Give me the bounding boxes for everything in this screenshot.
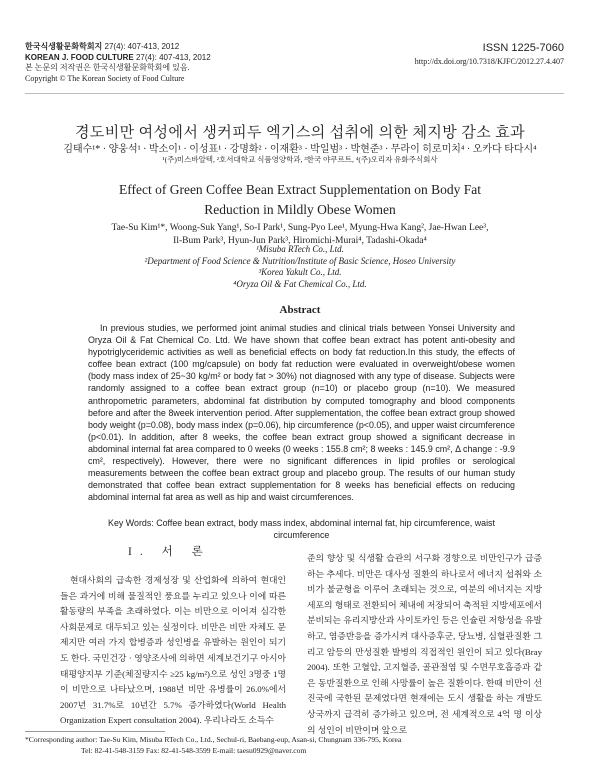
copyright: Copyright © The Korean Society of Food Culture <box>25 73 185 83</box>
title-korean: 경도비만 여성에서 생커피두 엑기스의 섭취에 의한 체지방 감소 효과 <box>74 125 526 141</box>
affiliations-korean: ¹(주)미스바알텍, ²호서대학교 식품영양학과, ³한국 야쿠르트, ⁴(주)오리자 유화주식회사 <box>162 155 438 164</box>
title-english-line2: Reduction in Mildly Obese Women <box>204 202 396 217</box>
doi-link[interactable]: http://dx.doi.org/10.7318/KJFC/2012.27.4.407 <box>414 57 564 66</box>
abstract-heading: Abstract <box>279 304 321 316</box>
section-heading-introduction: I. 서 론 <box>128 546 211 558</box>
copyright-note: 본 논문의 저작권은 한국식생활문화학회에 있음. <box>25 63 190 72</box>
intro-left-column: 현대사회의 급속한 경제성장 및 산업화에 의하여 현대인들은 과거에 비해 물질적인 풍요를 누리고 있으나 이에 따른 활동량의 부족을 초래하였다. 이는 비만으로 이어져 심각한 사회문제로 대두되고 있는 실정이다. 비만은 비만 자체도 문제지만 여러 가지 합병증과 성인병을 유발하는 원인이 되기도 한다. 국민건강 · 영양조사에 의하면 세계보건기구 아시아태평양지부 기준(체질량지수 ≥25 kg/m²)으로 성인 3명중 1명이 비만으로 나타났으며, 1988년 비만 유병률이 26.0%에서 2007년 31.7%로 10년간 5.7% 증가하였다(World Health Organization Expert consultation 2004). 우리나라도 소득수 <box>60 575 286 726</box>
authors-korean: 김태수¹* · 양웅석¹ · 박소이¹ · 이성표¹ · 강명화² · 이재환³ · 박일범³ · 박현준³ · 무라이 히로미치⁴ · 오카다 타다시⁴ <box>63 144 537 155</box>
keywords: Key Words: Coffee bean extract, body mass index, abdominal internal fat, hip circumference, waist circumference <box>108 518 495 540</box>
journal-name-ko: 한국식생활문화학회지 <box>25 42 103 51</box>
footnote-line1: *Corresponding author: Tae-Su Kim, Misuba RTech Co., Ltd., Sechul-ri, Baebang-eup, Asan-si, Chungnam 336-795, Korea <box>25 735 402 744</box>
affiliations-english <box>0 244 600 290</box>
authors-english-line2: Il-Bum Park³, Hyun-Jun Park³, Hiromichi-Murai⁴, Tadashi-Okada⁴ <box>173 236 427 246</box>
volume-ko: 27(4): 407-413, 2012 <box>104 42 180 51</box>
title-english <box>0 180 600 220</box>
abstract-body: In previous studies, we performed joint animal studies and clinical trials between Yonsei University and Oryza Oil & Fat Chemical Co. Ltd. We have shown that coffee bean extract has potent anti-obesity and hypotriglyceridemic activities as well as beneficial effects on body fat reduction.In this study, the effects of coffee bean extract (100 mg/capsule) on body fat reduction were evaluated in overweight/obese women (body mass index of 25~30 kg/m² or body fat > 30%) not diagnosed with any type of disease. Subjects were randomly assigned to a coffee bean extract group (n=10) or placebo group (n=10). We measured anthropometric parameters, abdominal fat distribution by computed tomography and blood components before and after the 8week intervention period. After supplementation, the coffee bean extract group showed body weight (p=0.08), body mass index (p=0.06), hip circumference (p<0.05), and upper waist circumference (p<0.01). In addition, after 8 weeks, the coffee bean extract group showed a significant decrease in abdominal internal fat area compared to 0 weeks (0 weeks : 155.8 cm²; 8 weeks : 145.9 cm², Δ change : -9.9 cm², respectively). However, there were no significant differences in lipid profiles or serological measurements between the coffee bean extract group and placebo group. The results of our human study demonstrated that coffee bean extract supplementation for 8 weeks has beneficial effects on reducing abdominal internal fat area as well as hip and waist circumferences. <box>88 323 515 503</box>
footnote-divider <box>25 731 165 732</box>
journal-name-en: KOREAN J. FOOD CULTURE <box>25 52 134 62</box>
journal-line-ko <box>25 42 211 53</box>
affiliation-4: ⁴Oryza Oil & Fat Chemical Co., Ltd. <box>233 278 367 289</box>
footnote-line2: Tel: 82-41-548-3159 Fax: 82-41-548-3599 E-mail: taesu0929@naver.com <box>81 746 307 755</box>
header-divider <box>25 93 564 94</box>
issn: ISSN 1225-7060 <box>482 42 564 54</box>
volume-en: 27(4): 407-413, 2012 <box>135 52 211 62</box>
journal-identifiers <box>415 42 564 68</box>
affiliation-2: ²Department of Food Science & Nutrition/Institute of Basic Science, Hoseo University <box>144 255 456 266</box>
intro-right-column: 준의 향상 및 식생활 습관의 서구화 경향으로 비만인구가 급증하는 추세다. 비만은 대사성 질환의 하나로서 에너지 섭취와 소비가 불균형을 이루어 초래되는 것으로, 여분의 에너지는 지방세포의 형태로 전환되어 체내에 저장되어 축적된 지방세포에서 분비되는 유리지방산과 사이토카인 등은 인슐린 저항성을 유발하고, 염증반응을 증가시켜 대사증후군, 당뇨병, 심혈관질환 그리고 암등의 만성질환 발병의 직접적인 원인이 되고 있다(Bray 2004). 또한 고혈압, 고지혈증, 골관절염 및 수면무호흡증과 같은 동반질환으로 인해 사망률이 높은 질환이다. 한때 비만이 선진국에 국한된 문제였다면 현재에는 도시 생활을 하는 개발도상국까지 급격히 증가하고 있으며, 전 세계적으로 4억 명 이상의 성인이 비만이며 앞으로 <box>307 553 542 735</box>
title-english-line1: Effect of Green Coffee Bean Extract Supplementation on Body Fat <box>118 182 482 197</box>
affiliation-3: ³Korea Yakult Co., Ltd. <box>258 267 342 277</box>
journal-line-en <box>25 53 211 64</box>
affiliation-1: ¹Misuba RTech Co., Ltd. <box>256 244 344 254</box>
authors-english-line1: Tae-Su Kim¹*, Woong-Suk Yang¹, So-I Park¹, Sung-Pyo Lee¹, Myung-Hwa Kang², Jae-Hwan Lee³, <box>111 223 489 233</box>
journal-header <box>25 42 211 84</box>
corresponding-author-footnote <box>25 734 564 756</box>
